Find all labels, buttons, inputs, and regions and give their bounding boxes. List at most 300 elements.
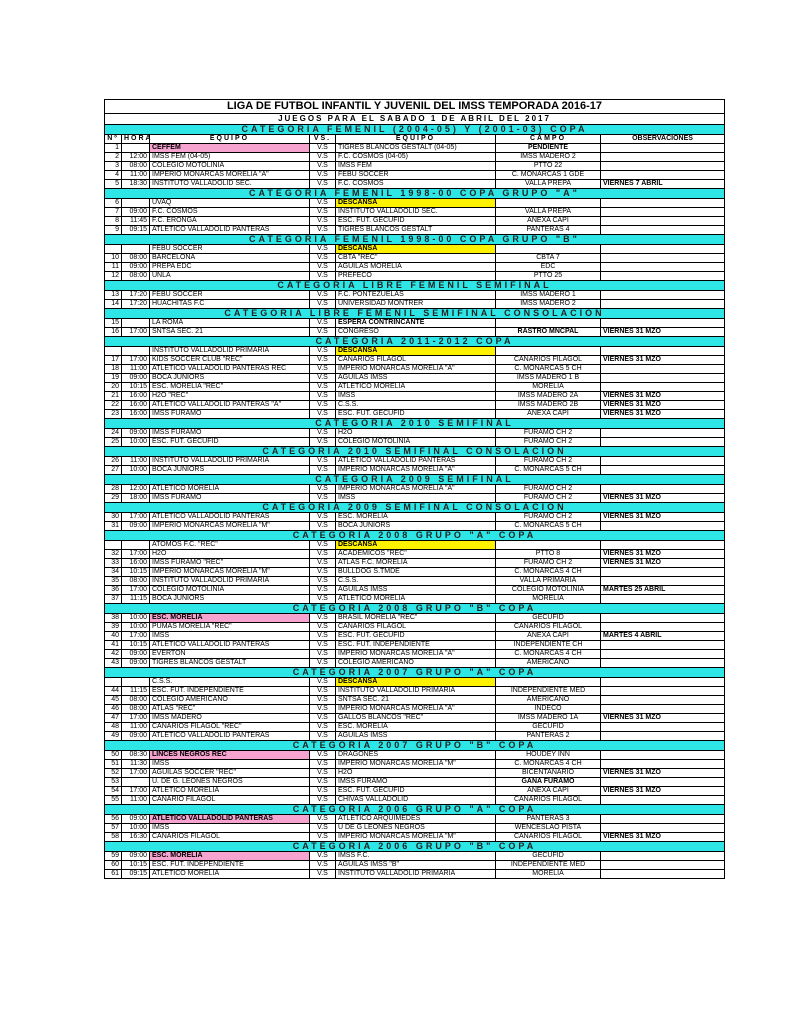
vs-cell: V.S xyxy=(310,180,336,189)
field-cell: ANEXA CAPI xyxy=(496,410,601,419)
number-cell: 42 xyxy=(105,650,122,659)
observations-cell xyxy=(601,568,725,577)
vs-cell: V.S xyxy=(310,199,336,208)
category-title: CATEGORIA 2008 GRUPO "B" COPA xyxy=(105,604,725,614)
number-cell: 49 xyxy=(105,732,122,741)
number-cell: 34 xyxy=(105,568,122,577)
vs-cell: V.S xyxy=(310,438,336,447)
match-row xyxy=(105,429,725,438)
observations-cell xyxy=(601,577,725,586)
number-cell: 9 xyxy=(105,226,122,235)
category-title: CATEGORIA 2008 GRUPO "A" COPA xyxy=(105,531,725,541)
number-cell: 8 xyxy=(105,217,122,226)
number-cell: 44 xyxy=(105,687,122,696)
home-team-cell: IMPERIO MONARCAS MORELIA "M" xyxy=(150,568,310,577)
away-team-cell: CHIVAS VALLADOLID xyxy=(336,796,496,805)
away-team-cell: C.S.S. xyxy=(336,577,496,586)
subtitle-row xyxy=(105,114,725,125)
match-row xyxy=(105,778,725,787)
category-header xyxy=(105,475,725,485)
number-cell: 58 xyxy=(105,833,122,842)
field-cell: C. MONARCAS 1 GDE xyxy=(496,171,601,180)
number-cell: 41 xyxy=(105,641,122,650)
vs-cell: V.S xyxy=(310,300,336,309)
page-title: LIGA DE FUTBOL INFANTIL Y JUVENIL DEL IMSS TEMPORADA 2016-17 xyxy=(105,100,725,114)
time-cell: 10:15 xyxy=(122,641,150,650)
observations-cell xyxy=(601,254,725,263)
number-cell xyxy=(105,347,122,356)
number-cell: 20 xyxy=(105,383,122,392)
vs-cell: V.S xyxy=(310,410,336,419)
away-team-cell: AGUILAS MORELIA xyxy=(336,263,496,272)
match-row xyxy=(105,577,725,586)
vs-cell: V.S xyxy=(310,641,336,650)
field-cell: ANEXA CAPI xyxy=(496,632,601,641)
category-title: CATEGORIA LIBRE FEMENIL SEMIFINAL xyxy=(105,281,725,291)
home-team-cell: ATLETICO MORELIA xyxy=(150,870,310,879)
time-cell: 12:00 xyxy=(122,485,150,494)
vs-cell: V.S xyxy=(310,586,336,595)
number-cell: 50 xyxy=(105,751,122,760)
observations-cell xyxy=(601,641,725,650)
observations-cell: MARTES 4 ABRIL xyxy=(601,632,725,641)
category-title: CATEGORIA FEMENIL (2004-05) Y (2001-03) COPA xyxy=(105,125,725,135)
number-cell: 4 xyxy=(105,171,122,180)
observations-cell: VIERNES 7 ABRIL xyxy=(601,180,725,189)
time-cell: 16:00 xyxy=(122,559,150,568)
field-cell: IMSS MADERO 2 xyxy=(496,300,601,309)
field-cell: FURAMO CH 2 xyxy=(496,494,601,503)
field-cell: INDEPENDIENTE MED xyxy=(496,687,601,696)
time-cell: 08:00 xyxy=(122,705,150,714)
category-header xyxy=(105,741,725,751)
vs-cell: V.S xyxy=(310,263,336,272)
away-team-cell: IMSS F.C. xyxy=(336,852,496,861)
away-team-cell: AGUILAS IMSS xyxy=(336,732,496,741)
time-cell: 17:00 xyxy=(122,586,150,595)
time-cell: 10:15 xyxy=(122,861,150,870)
home-team-cell: BARCELONA xyxy=(150,254,310,263)
away-team-cell: CONGRESO xyxy=(336,328,496,337)
field-cell: C. MONARCAS 4 CH xyxy=(496,568,601,577)
away-team-cell: ESC. MORELIA xyxy=(336,513,496,522)
match-row xyxy=(105,319,725,328)
home-team-cell: ESC. FUT. INDEPENDIENTE xyxy=(150,861,310,870)
home-team-cell: IMSS FEM (04-05) xyxy=(150,153,310,162)
category-title: CATEGORIA 2006 GRUPO "B" COPA xyxy=(105,842,725,852)
home-team-cell: BOCA JUNIORS xyxy=(150,374,310,383)
category-header xyxy=(105,604,725,614)
field-cell: CBTA 7 xyxy=(496,254,601,263)
category-title: CATEGORIA FEMENIL 1998-00 COPA GRUPO "B" xyxy=(105,235,725,245)
category-header xyxy=(105,309,725,319)
observations-cell xyxy=(601,870,725,879)
number-cell: 21 xyxy=(105,392,122,401)
number-cell: 24 xyxy=(105,429,122,438)
vs-cell: V.S xyxy=(310,383,336,392)
observations-cell xyxy=(601,153,725,162)
vs-cell: V.S xyxy=(310,144,336,153)
match-row xyxy=(105,217,725,226)
match-row xyxy=(105,687,725,696)
away-team-cell: AGUILAS IMSS "B" xyxy=(336,861,496,870)
vs-cell: V.S xyxy=(310,614,336,623)
match-row xyxy=(105,144,725,153)
time-cell: 09:00 xyxy=(122,815,150,824)
time-cell: 18:30 xyxy=(122,180,150,189)
observations-cell xyxy=(601,705,725,714)
number-cell: 59 xyxy=(105,852,122,861)
field-cell: PANTERAS 2 xyxy=(496,732,601,741)
away-team-cell: CANARIOS FILAGOL xyxy=(336,356,496,365)
match-row xyxy=(105,199,725,208)
time-cell: 09:00 xyxy=(122,659,150,668)
vs-cell: V.S xyxy=(310,522,336,531)
observations-cell xyxy=(601,778,725,787)
match-row xyxy=(105,374,725,383)
away-team-cell: ESC. FUT. GECUFID xyxy=(336,217,496,226)
observations-cell xyxy=(601,861,725,870)
home-team-cell: IMSS MADERO xyxy=(150,714,310,723)
category-header xyxy=(105,805,725,815)
match-row xyxy=(105,623,725,632)
home-team-cell: HUACHITAS F.C xyxy=(150,300,310,309)
time-cell: 09:00 xyxy=(122,732,150,741)
schedule-table xyxy=(104,99,725,879)
number-cell: 56 xyxy=(105,815,122,824)
match-row xyxy=(105,347,725,356)
time-cell: 17:00 xyxy=(122,513,150,522)
vs-cell: V.S xyxy=(310,678,336,687)
category-header xyxy=(105,447,725,457)
time-cell: 09:00 xyxy=(122,522,150,531)
match-row xyxy=(105,760,725,769)
away-team-cell: H2O xyxy=(336,429,496,438)
time-cell xyxy=(122,778,150,787)
away-team-cell: BOCA JUNIORS xyxy=(336,522,496,531)
home-team-cell: U. DE G. LEONES NEGROS xyxy=(150,778,310,787)
away-team-cell: CBTA "REC" xyxy=(336,254,496,263)
home-team-cell: F.C. ERONGA xyxy=(150,217,310,226)
vs-cell: V.S xyxy=(310,291,336,300)
category-title: CATEGORIA 2010 SEMIFINAL CONSOLACION xyxy=(105,447,725,457)
home-team-cell: ESC. FUT. INDEPENDIENTE xyxy=(150,687,310,696)
home-team-cell: CANARIOS FILAGOL xyxy=(150,833,310,842)
time-cell: 10:00 xyxy=(122,614,150,623)
number-cell: 35 xyxy=(105,577,122,586)
field-cell: GECUFID xyxy=(496,852,601,861)
field-cell xyxy=(496,678,601,687)
time-cell: 17:20 xyxy=(122,300,150,309)
vs-cell: V.S xyxy=(310,696,336,705)
number-cell: 18 xyxy=(105,365,122,374)
field-cell: FURAMO CH 2 xyxy=(496,457,601,466)
field-cell xyxy=(496,541,601,550)
match-row xyxy=(105,714,725,723)
away-team-cell: SNTSA SEC. 21 xyxy=(336,696,496,705)
number-cell: 22 xyxy=(105,401,122,410)
time-cell: 10:15 xyxy=(122,383,150,392)
away-team-cell: ESC. FUT. GECUFID xyxy=(336,410,496,419)
home-team-cell: H2O "REC" xyxy=(150,392,310,401)
observations-cell xyxy=(601,678,725,687)
time-cell: 09:00 xyxy=(122,208,150,217)
column-header: OBSERVACIONES xyxy=(601,135,725,144)
away-team-cell: IMPERIO MONARCAS MORELIA "A" xyxy=(336,705,496,714)
field-cell: INDEPENDIENTE CH xyxy=(496,641,601,650)
home-team-cell: ATLETICO VALLADOLID PANTERAS xyxy=(150,815,310,824)
observations-cell: VIERNES 31 MZO xyxy=(601,328,725,337)
vs-cell: V.S xyxy=(310,208,336,217)
number-cell: 26 xyxy=(105,457,122,466)
away-team-cell: FEBU SOCCER xyxy=(336,171,496,180)
observations-cell xyxy=(601,272,725,281)
vs-cell: V.S xyxy=(310,824,336,833)
away-team-cell: INSTITUTO VALLADOLID SEC. xyxy=(336,208,496,217)
number-cell: 12 xyxy=(105,272,122,281)
category-header xyxy=(105,281,725,291)
home-team-cell: ATLETICO VALLADOLID PANTERAS xyxy=(150,513,310,522)
away-team-cell: DESCANSA xyxy=(336,678,496,687)
number-cell: 2 xyxy=(105,153,122,162)
field-cell: BICENTANARIO xyxy=(496,769,601,778)
vs-cell: V.S xyxy=(310,687,336,696)
time-cell xyxy=(122,199,150,208)
number-cell: 3 xyxy=(105,162,122,171)
field-cell: MORELIA xyxy=(496,383,601,392)
observations-cell xyxy=(601,595,725,604)
number-cell xyxy=(105,245,122,254)
away-team-cell: DRAGONES xyxy=(336,751,496,760)
field-cell: FURAMO CH 2 xyxy=(496,485,601,494)
vs-cell: V.S xyxy=(310,778,336,787)
home-team-cell: IMSS xyxy=(150,760,310,769)
match-row xyxy=(105,632,725,641)
home-team-cell: ESC. MORELIA xyxy=(150,614,310,623)
observations-cell xyxy=(601,659,725,668)
away-team-cell: INSTITUTO VALLADOLID PRIMARIA xyxy=(336,870,496,879)
vs-cell: V.S xyxy=(310,650,336,659)
field-cell: PTTO 22 xyxy=(496,162,601,171)
number-cell: 55 xyxy=(105,796,122,805)
away-team-cell: BRASIL MORELIA "REC" xyxy=(336,614,496,623)
field-cell: C. MONARCAS 4 CH xyxy=(496,760,601,769)
observations-cell xyxy=(601,171,725,180)
home-team-cell: CANARIO FILAGOL xyxy=(150,796,310,805)
field-cell: INDEPENDIENTE MED xyxy=(496,861,601,870)
home-team-cell: IMSS xyxy=(150,824,310,833)
column-header: Nº xyxy=(105,135,122,144)
away-team-cell: F.C. PONTEZUELAS xyxy=(336,291,496,300)
vs-cell: V.S xyxy=(310,732,336,741)
observations-cell: VIERNES 31 MZO xyxy=(601,550,725,559)
column-header: VS. xyxy=(310,135,336,144)
observations-cell: MARTES 25 ABRIL xyxy=(601,586,725,595)
time-cell: 09:00 xyxy=(122,263,150,272)
category-header xyxy=(105,189,725,199)
home-team-cell: KIDS SOCCER CLUB "REC" xyxy=(150,356,310,365)
away-team-cell: IMPERIO MONARCAS MORELIA "A" xyxy=(336,485,496,494)
match-row xyxy=(105,650,725,659)
number-cell: 29 xyxy=(105,494,122,503)
away-team-cell: IMSS FEM xyxy=(336,162,496,171)
field-cell: ANEXA CAPI xyxy=(496,787,601,796)
match-row xyxy=(105,852,725,861)
observations-cell xyxy=(601,457,725,466)
observations-cell: VIERNES 31 MZO xyxy=(601,392,725,401)
observations-cell xyxy=(601,347,725,356)
time-cell: 17:00 xyxy=(122,356,150,365)
time-cell: 11:00 xyxy=(122,365,150,374)
home-team-cell: ATLETICO VALLADOLID PANTERAS xyxy=(150,226,310,235)
field-cell: INDECO xyxy=(496,705,601,714)
vs-cell: V.S xyxy=(310,550,336,559)
field-cell: C. MONARCAS 5 CH xyxy=(496,466,601,475)
away-team-cell: ESC. FUT. GECUFID xyxy=(336,787,496,796)
vs-cell: V.S xyxy=(310,861,336,870)
match-row xyxy=(105,559,725,568)
match-row xyxy=(105,485,725,494)
observations-cell xyxy=(601,300,725,309)
vs-cell: V.S xyxy=(310,623,336,632)
field-cell: RASTRO MNCPAL xyxy=(496,328,601,337)
category-header xyxy=(105,531,725,541)
away-team-cell: UNIVERSIDAD MONTRER xyxy=(336,300,496,309)
time-cell: 17:00 xyxy=(122,714,150,723)
number-cell: 54 xyxy=(105,787,122,796)
number-cell: 51 xyxy=(105,760,122,769)
observations-cell xyxy=(601,383,725,392)
number-cell: 47 xyxy=(105,714,122,723)
time-cell: 16:00 xyxy=(122,401,150,410)
match-row xyxy=(105,541,725,550)
number-cell: 39 xyxy=(105,623,122,632)
match-row xyxy=(105,568,725,577)
vs-cell: V.S xyxy=(310,723,336,732)
time-cell: 08:00 xyxy=(122,696,150,705)
home-team-cell: IMSS FURAMO "REC" xyxy=(150,559,310,568)
home-team-cell: COLEGIO MOTOLINIA xyxy=(150,586,310,595)
home-team-cell: ATLETICO MORELIA xyxy=(150,485,310,494)
away-team-cell: IMPERIO MONARCAS MORELIA "A" xyxy=(336,650,496,659)
home-team-cell: AGUILAS SOCCER "REC" xyxy=(150,769,310,778)
field-cell: FURAMO CH 2 xyxy=(496,513,601,522)
time-cell: 11:30 xyxy=(122,760,150,769)
vs-cell: V.S xyxy=(310,595,336,604)
home-team-cell: IMSS FURAMO xyxy=(150,429,310,438)
field-cell xyxy=(496,319,601,328)
number-cell: 23 xyxy=(105,410,122,419)
observations-cell xyxy=(601,815,725,824)
field-cell: PTTO 25 xyxy=(496,272,601,281)
match-row xyxy=(105,245,725,254)
match-row xyxy=(105,861,725,870)
vs-cell: V.S xyxy=(310,457,336,466)
field-cell: IMSS MADERO 1A xyxy=(496,714,601,723)
match-row xyxy=(105,171,725,180)
observations-cell xyxy=(601,429,725,438)
vs-cell: V.S xyxy=(310,787,336,796)
field-cell: PANTERAS 3 xyxy=(496,815,601,824)
field-cell: AMERICANO xyxy=(496,659,601,668)
away-team-cell: CANARIOS FILAGOL xyxy=(336,623,496,632)
vs-cell: V.S xyxy=(310,833,336,842)
vs-cell: V.S xyxy=(310,714,336,723)
away-team-cell: AGUILAS IMSS xyxy=(336,374,496,383)
observations-cell xyxy=(601,144,725,153)
match-row xyxy=(105,401,725,410)
time-cell: 17:00 xyxy=(122,769,150,778)
vs-cell: V.S xyxy=(310,356,336,365)
category-header xyxy=(105,125,725,135)
column-header: CAMPO xyxy=(496,135,601,144)
match-row xyxy=(105,153,725,162)
column-header: EQUIPO xyxy=(336,135,496,144)
vs-cell: V.S xyxy=(310,577,336,586)
observations-cell xyxy=(601,199,725,208)
observations-cell xyxy=(601,217,725,226)
match-row xyxy=(105,513,725,522)
home-team-cell: ESC. MORELIA xyxy=(150,852,310,861)
vs-cell: V.S xyxy=(310,365,336,374)
match-row xyxy=(105,870,725,879)
category-title: CATEGORIA 2007 GRUPO "B" COPA xyxy=(105,741,725,751)
vs-cell: V.S xyxy=(310,541,336,550)
away-team-cell: IMSS xyxy=(336,392,496,401)
away-team-cell: INSTITUTO VALLADOLID PRIMARIA xyxy=(336,687,496,696)
vs-cell: V.S xyxy=(310,171,336,180)
away-team-cell: COLEGIO AMERICANO xyxy=(336,659,496,668)
number-cell: 46 xyxy=(105,705,122,714)
number-cell: 19 xyxy=(105,374,122,383)
observations-cell xyxy=(601,696,725,705)
field-cell xyxy=(496,347,601,356)
away-team-cell: ATLETICO ARQUIMEDES xyxy=(336,815,496,824)
vs-cell: V.S xyxy=(310,870,336,879)
field-cell: PTTO 8 xyxy=(496,550,601,559)
match-row xyxy=(105,824,725,833)
vs-cell: V.S xyxy=(310,485,336,494)
observations-cell xyxy=(601,466,725,475)
field-cell: C. MONARCAS 4 CH xyxy=(496,650,601,659)
time-cell: 11:15 xyxy=(122,687,150,696)
observations-cell xyxy=(601,438,725,447)
category-header xyxy=(105,842,725,852)
category-title: CATEGORIA 2009 SEMIFINAL CONSOLACION xyxy=(105,503,725,513)
observations-cell: VIERNES 31 MZO xyxy=(601,401,725,410)
away-team-cell: IMPERIO MONARCAS MORELIA "M" xyxy=(336,760,496,769)
field-cell: C. MONARCAS 5 CH xyxy=(496,365,601,374)
match-row xyxy=(105,696,725,705)
category-title: CATEGORIA FEMENIL 1998-00 COPA GRUPO "A" xyxy=(105,189,725,199)
time-cell: 17:00 xyxy=(122,550,150,559)
number-cell: 48 xyxy=(105,723,122,732)
home-team-cell: COLEGIO MOTOLINIA xyxy=(150,162,310,171)
vs-cell: V.S xyxy=(310,632,336,641)
vs-cell: V.S xyxy=(310,769,336,778)
observations-cell xyxy=(601,541,725,550)
observations-cell: VIERNES 31 MZO xyxy=(601,494,725,503)
time-cell: 08:00 xyxy=(122,162,150,171)
field-cell: IMSS MADERO 2 xyxy=(496,153,601,162)
vs-cell: V.S xyxy=(310,751,336,760)
away-team-cell: IMPERIO MONARCAS MORELIA "A" xyxy=(336,365,496,374)
match-row xyxy=(105,263,725,272)
category-header xyxy=(105,419,725,429)
home-team-cell: UVAQ xyxy=(150,199,310,208)
category-header xyxy=(105,337,725,347)
number-cell: 32 xyxy=(105,550,122,559)
